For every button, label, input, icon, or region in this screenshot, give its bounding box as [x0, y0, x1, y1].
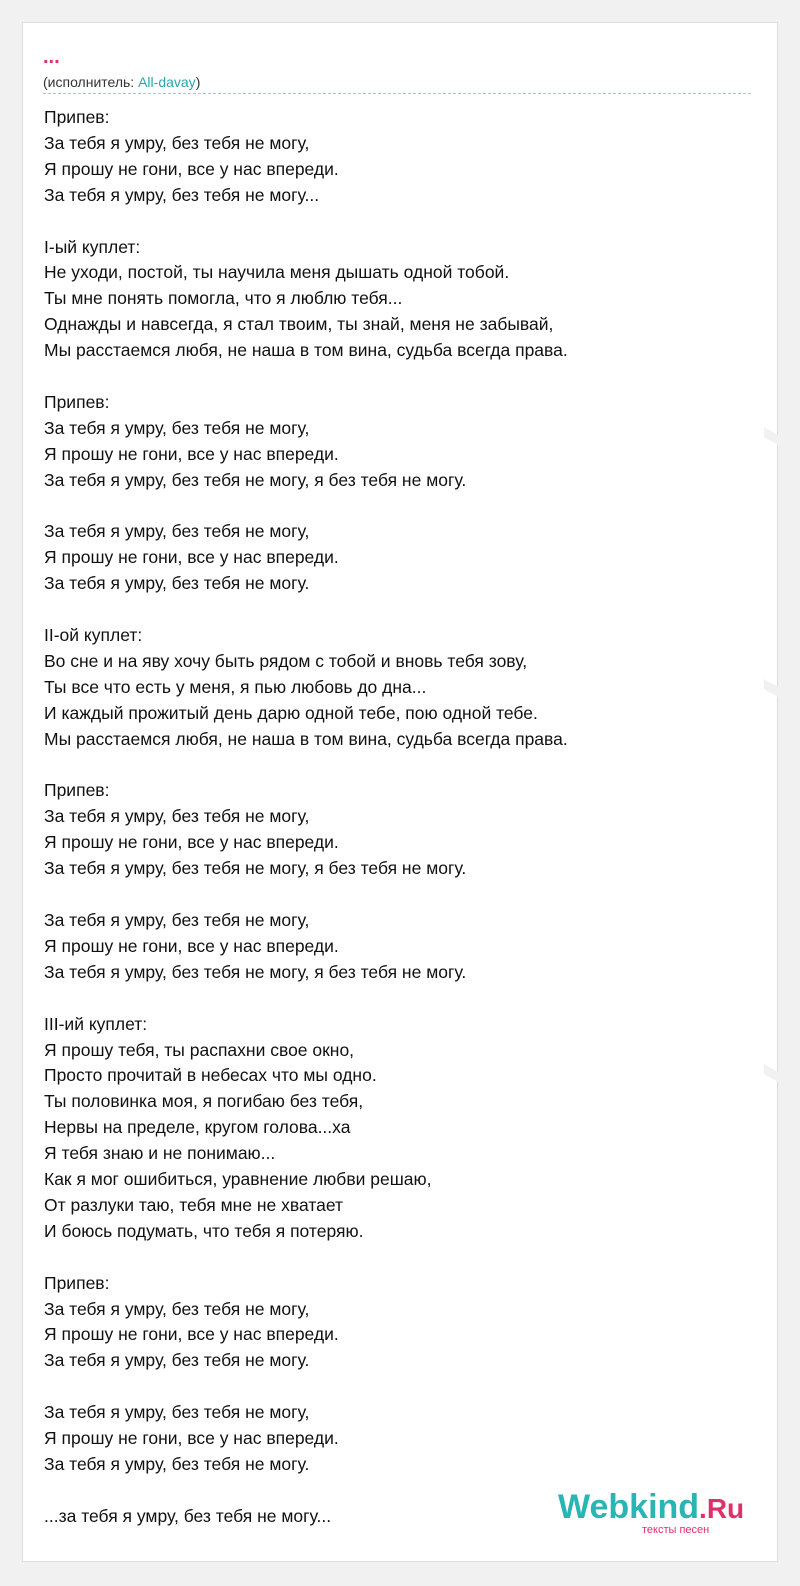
- performer-link[interactable]: All-davay: [138, 74, 196, 90]
- lyric-line: Я тебя знаю и не понимаю...: [44, 1143, 276, 1164]
- lyric-line: От разлуки таю, тебя мне не хватает: [44, 1194, 344, 1215]
- divider: [43, 93, 751, 94]
- song-title: ...: [43, 46, 60, 68]
- lyric-line: Мы расстаемся любя, не наша в том вина, судьба всегда права.: [44, 340, 568, 361]
- lyric-line: За тебя я умру, без тебя не могу.: [44, 1350, 310, 1371]
- lyric-line: Ты все что есть у меня, я пью любовь до дна...: [44, 676, 427, 697]
- stanza: [44, 235, 744, 365]
- card-edge-notch: [764, 679, 778, 697]
- card-edge-notch: [764, 1064, 778, 1082]
- lyric-line: Нервы на пределе, кругом голова...ха: [44, 1117, 351, 1138]
- lyric-line: Мы расстаемся любя, не наша в том вина, судьба всегда права.: [44, 728, 568, 749]
- card-edge-notch: [764, 427, 778, 445]
- lyric-line: Я прошу не гони, все у нас впереди.: [44, 1428, 339, 1449]
- performer-prefix: (исполнитель:: [43, 74, 139, 90]
- lyric-line: Я прошу не гони, все у нас впереди.: [44, 1324, 339, 1345]
- logo-tagline: тексты песен: [642, 1524, 710, 1536]
- lyric-line: Припев:: [44, 391, 110, 412]
- stanza: [44, 623, 744, 753]
- lyric-line: Ты половинка моя, я погибаю без тебя,: [44, 1091, 364, 1112]
- lyric-line: Я прошу не гони, все у нас впереди.: [44, 443, 339, 464]
- lyric-line: Я прошу не гони, все у нас впереди.: [44, 832, 339, 853]
- stanza: [44, 1400, 744, 1478]
- stanza: [44, 519, 744, 597]
- lyric-line: Я прошу не гони, все у нас впереди.: [44, 935, 339, 956]
- lyric-line: За тебя я умру, без тебя не могу,: [44, 806, 310, 827]
- lyric-line: I-ый куплет:: [44, 236, 141, 257]
- lyric-line: Ты мне понять помогла, что я люблю тебя...: [44, 288, 403, 309]
- webkind-logo: [558, 1490, 758, 1536]
- logo-wordmark: [558, 1490, 744, 1526]
- stanza: [44, 1271, 744, 1375]
- stanza: [44, 390, 744, 494]
- lyric-line: Припев:: [44, 1272, 110, 1293]
- logo-tld: .Ru: [699, 1493, 745, 1524]
- lyric-line: За тебя я умру, без тебя не могу.: [44, 573, 310, 594]
- lyric-line: За тебя я умру, без тебя не могу.: [44, 1453, 310, 1474]
- stanza: [44, 778, 744, 882]
- lyric-line: Я прошу тебя, ты распахни свое окно,: [44, 1039, 355, 1060]
- lyric-line: За тебя я умру, без тебя не могу, я без тебя не могу.: [44, 961, 467, 982]
- logo-brand: Webkind: [558, 1488, 700, 1526]
- lyric-line: За тебя я умру, без тебя не могу,: [44, 132, 310, 153]
- lyric-line: Просто прочитай в небесах что мы одно.: [44, 1065, 377, 1086]
- lyric-line: III-ий куплет:: [44, 1013, 148, 1034]
- lyric-line: За тебя я умру, без тебя не могу...: [44, 184, 320, 205]
- stanza: [44, 105, 744, 209]
- lyric-line: И боюсь подумать, что тебя я потеряю.: [44, 1220, 364, 1241]
- lyric-line: За тебя я умру, без тебя не могу, я без тебя не могу.: [44, 469, 467, 490]
- lyrics-text: [44, 105, 744, 1556]
- lyrics-card: [22, 22, 778, 1562]
- lyric-line: Припев:: [44, 780, 110, 801]
- lyric-line: За тебя я умру, без тебя не могу,: [44, 1402, 310, 1423]
- lyric-line: И каждый прожитый день дарю одной тебе, пою одной тебе.: [44, 702, 538, 723]
- lyric-line: За тебя я умру, без тебя не могу,: [44, 1298, 310, 1319]
- performer-line: [43, 73, 200, 91]
- lyric-line: Я прошу не гони, все у нас впереди.: [44, 158, 339, 179]
- lyric-line: За тебя я умру, без тебя не могу,: [44, 417, 310, 438]
- lyric-line: Однажды и навсегда, я стал твоим, ты знай, меня не забывай,: [44, 314, 554, 335]
- lyric-line: ...за тебя я умру, без тебя не могу...: [44, 1505, 332, 1526]
- lyric-line: За тебя я умру, без тебя не могу,: [44, 910, 310, 930]
- lyric-line: II-ой куплет:: [44, 625, 143, 646]
- performer-suffix: ): [195, 74, 201, 90]
- lyric-line: Как я мог ошибиться, уравнение любви решаю,: [44, 1169, 432, 1190]
- lyric-line: Не уходи, постой, ты научила меня дышать одной тобой.: [44, 262, 510, 283]
- lyric-line: Я прошу не гони, все у нас впереди.: [44, 547, 339, 568]
- lyric-line: За тебя я умру, без тебя не могу, я без тебя не могу.: [44, 858, 467, 879]
- stanza: [44, 908, 744, 986]
- lyric-line: За тебя я умру, без тебя не могу,: [44, 521, 310, 542]
- lyric-line: Во сне и на яву хочу быть рядом с тобой и вновь тебя зову,: [44, 650, 528, 671]
- stanza: [44, 1012, 744, 1245]
- lyric-line: Припев:: [44, 107, 110, 127]
